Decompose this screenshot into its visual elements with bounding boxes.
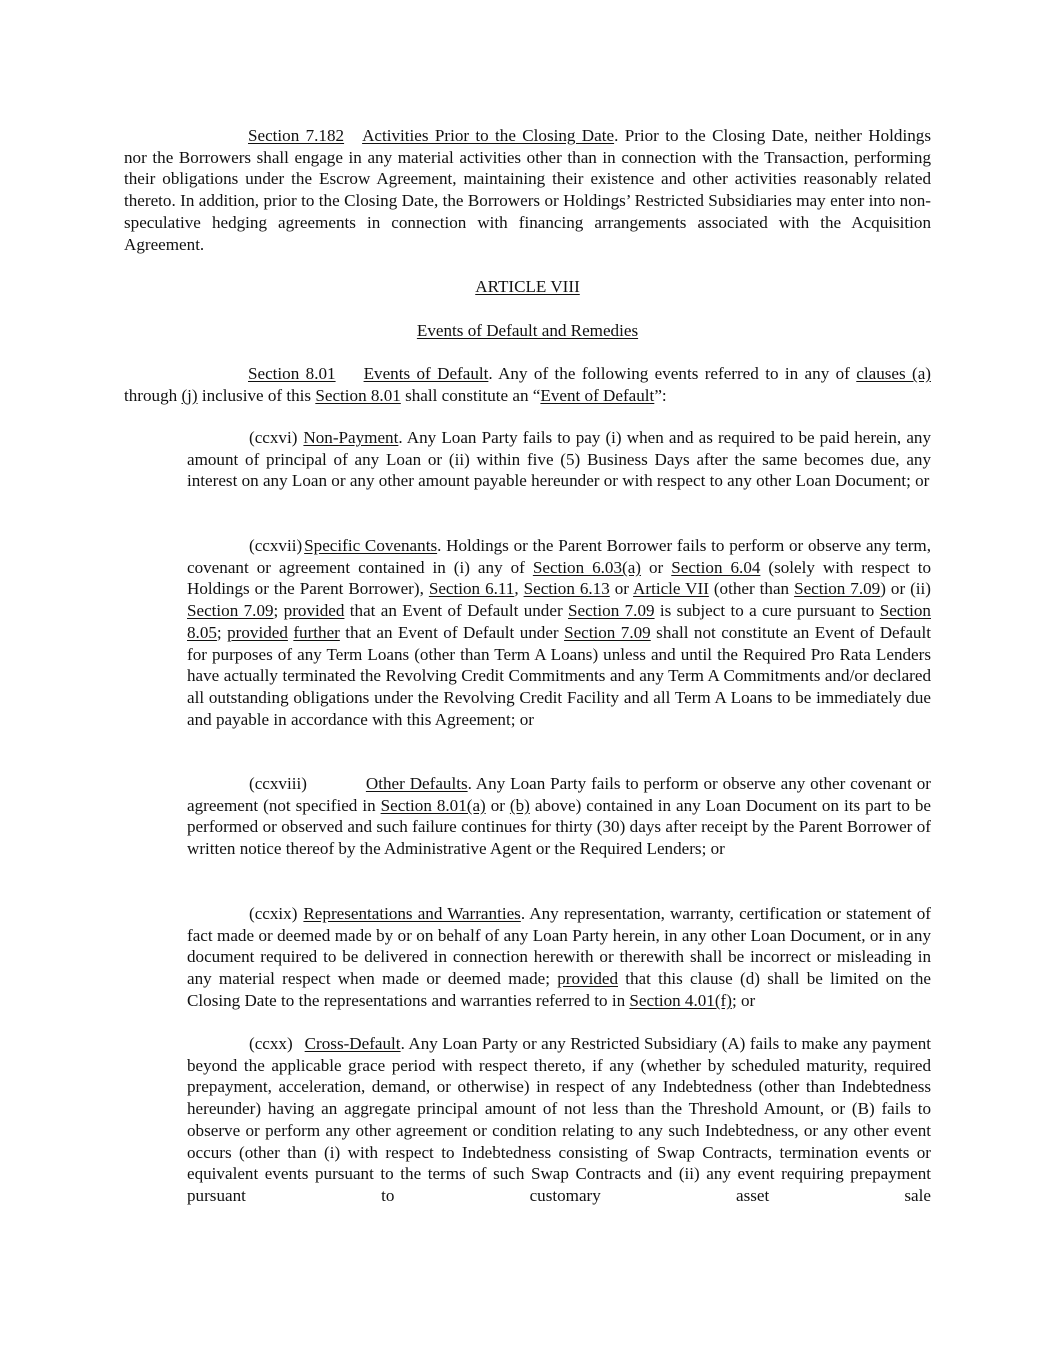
clause-text: (other than — [708, 579, 795, 599]
cross-reference: Section 4.01(f) — [629, 990, 732, 1010]
cross-reference: Section 7.09 — [187, 601, 274, 621]
cross-reference: Section 7.09 — [564, 622, 651, 642]
clause-cross-default — [187, 1033, 931, 1207]
clause-title: Representations and Warranties — [303, 904, 521, 923]
clause-text: that this clause (d) shall be limited on the Closing Date to the representations and warranties referred to in — [187, 969, 931, 1010]
paragraph-text: . Any of the following events referred to in any of — [488, 364, 857, 383]
clause-number: (ccxx) — [249, 1034, 293, 1053]
clause-title: Cross-Default — [304, 1034, 401, 1053]
cross-reference: Section 6.13 — [523, 579, 610, 599]
cross-reference: Section 8.01 — [315, 385, 401, 405]
cross-reference: (j) — [181, 385, 198, 405]
proviso-term: provided — [557, 969, 618, 989]
cross-reference: Section 8.01(a) — [380, 795, 486, 815]
clause-title: Specific Covenants — [304, 536, 438, 555]
paragraph-text: . Prior to the Closing Date, neither Holdings nor the Borrowers shall engage in any material activities other than in connection with the Transaction, performing their obligations under the Escrow Agreement, maintaining their existence and other activities reasonably related thereto. In addition, prior to the Closing Date, the Borrowers or Holdings’ Restricted Subsidiaries may enter into non-speculative hedging agreements in connection with financing arrangements associated with the Acquisition Agreement. — [124, 126, 931, 254]
cross-reference: Section 7.09 — [568, 601, 655, 621]
clause-title: Non-Payment — [303, 428, 399, 447]
paragraph-text: shall constitute an “ — [400, 385, 541, 405]
clause-text: is subject to a cure pursuant to — [654, 601, 880, 621]
clause-text: or — [641, 557, 672, 577]
clause-other-defaults — [187, 773, 931, 860]
cross-reference: Article VII — [633, 579, 709, 599]
proviso-term: provided — [227, 622, 288, 642]
cross-reference: Section 8.05 — [187, 601, 931, 642]
clause-text: (solely with respect to Holdings or the Parent Borrower), — [187, 557, 931, 599]
cross-reference: Section 7.09 — [794, 579, 881, 599]
clause-title: Other Defaults — [365, 774, 468, 793]
article-title-text: Events of Default and Remedies — [416, 321, 639, 340]
article-number: ARTICLE VIII — [475, 277, 580, 296]
section-title: Activities Prior to the Closing Date — [362, 126, 615, 145]
section-heading: Section 7.182 — [248, 126, 345, 145]
clause-number: (ccxix) — [249, 904, 298, 923]
defined-term: Event of Default — [540, 385, 655, 405]
cross-reference: Section 6.11 — [428, 579, 515, 599]
clause-text: or — [609, 579, 634, 599]
clause-text: ) or (ii) — [880, 579, 931, 599]
clause-text: ; or — [731, 990, 756, 1010]
section-8-01-paragraph — [124, 363, 931, 406]
cross-reference: Section 6.03(a) — [532, 557, 641, 577]
paragraph-text: inclusive of this — [197, 385, 316, 405]
clause-text: . Holdings or the Parent Borrower fails to perform or observe any term, covenant or agreement contained in (i) any of — [187, 536, 931, 577]
article-title — [124, 320, 931, 342]
clause-text: . Any Loan Party or any Restricted Subsidiary (A) fails to make any payment beyond the applicable grace period with respect thereto, if any (whether by scheduled maturity, required prepayment, acceleration, demand, or otherwise) in respect of any Indebtedness (other than Indebtedness hereunder) having an aggregate principal amount of not less than the Threshold Amount, or (B) fails to observe or perform any other agreement or condition relating to any such Indebtedness, or any other event occurs (other than (i) with respect to Indebtedness consisting of Swap Contracts, termination events or equivalent events pursuant to the terms of such Swap Contracts and (ii) any event requiring prepayment pursuant to customary asset sale — [187, 1034, 931, 1205]
clause-text: that an Event of Default under — [344, 601, 568, 621]
clause-text: ; — [216, 622, 228, 642]
clause-number: (ccxviii) — [249, 774, 307, 793]
proviso-term: further — [293, 622, 340, 642]
section-heading: Section 8.01 — [248, 364, 336, 383]
clause-text: shall not constitute an Event of Default for purposes of any Term Loans (other than Term A Loans) unless and until the Required Pro Rata Lenders have actually terminated the Revolving Credit Commitments and any Term A Commitments and/or declared all outstanding obligations under the Revolving Credit Facility and all Term A Loans to be immediately due and payable in accordance with this Agreement; or — [187, 622, 931, 729]
paragraph-text: through — [124, 385, 182, 405]
paragraph-text: ”: — [654, 385, 667, 405]
clause-text: that an Event of Default under — [339, 622, 565, 642]
clause-text: above) contained in any Loan Document on its part to be performed or observed and such failure continues for thirty (30) days after receipt by the Parent Borrower of written notice thereof by the Administrative Agent or the Required Lenders; or — [187, 795, 932, 859]
clause-representations-warranties — [187, 903, 931, 1012]
clause-text: . Any representation, warranty, certification or statement of fact made or deemed made by or on behalf of any Loan Party herein, in any other Loan Document, or in any document required to be delivered in connection herewith or therewith shall be incorrect or misleading in any material respect when made or deemed made; — [187, 904, 931, 989]
clause-text: ; — [273, 601, 284, 621]
clause-non-payment — [187, 427, 931, 492]
cross-reference: clauses (a) — [856, 364, 931, 383]
clause-specific-covenants — [187, 535, 931, 730]
cross-reference: (b) — [509, 795, 530, 815]
proviso-term: provided — [283, 601, 345, 621]
clause-text: or — [485, 795, 510, 815]
clause-number: (ccxvii) — [249, 536, 303, 555]
section-title: Events of Default — [363, 364, 489, 383]
cross-reference: Section 6.04 — [671, 557, 761, 577]
section-7-182-paragraph — [124, 125, 931, 255]
clause-text: . Any Loan Party fails to pay (i) when and as required to be paid herein, any amount of principal of any Loan or (ii) within five (5) Business Days after the same becomes due, any interest on any Loan or any other amount payable hereunder or with respect to any other Loan Document; or — [187, 428, 931, 491]
clause-text: , — [514, 579, 524, 599]
clause-number: (ccxvi) — [249, 428, 298, 447]
clause-text: . Any Loan Party fails to perform or observe any other covenant or agreement (not specified in — [187, 774, 931, 815]
article-heading — [124, 276, 931, 298]
